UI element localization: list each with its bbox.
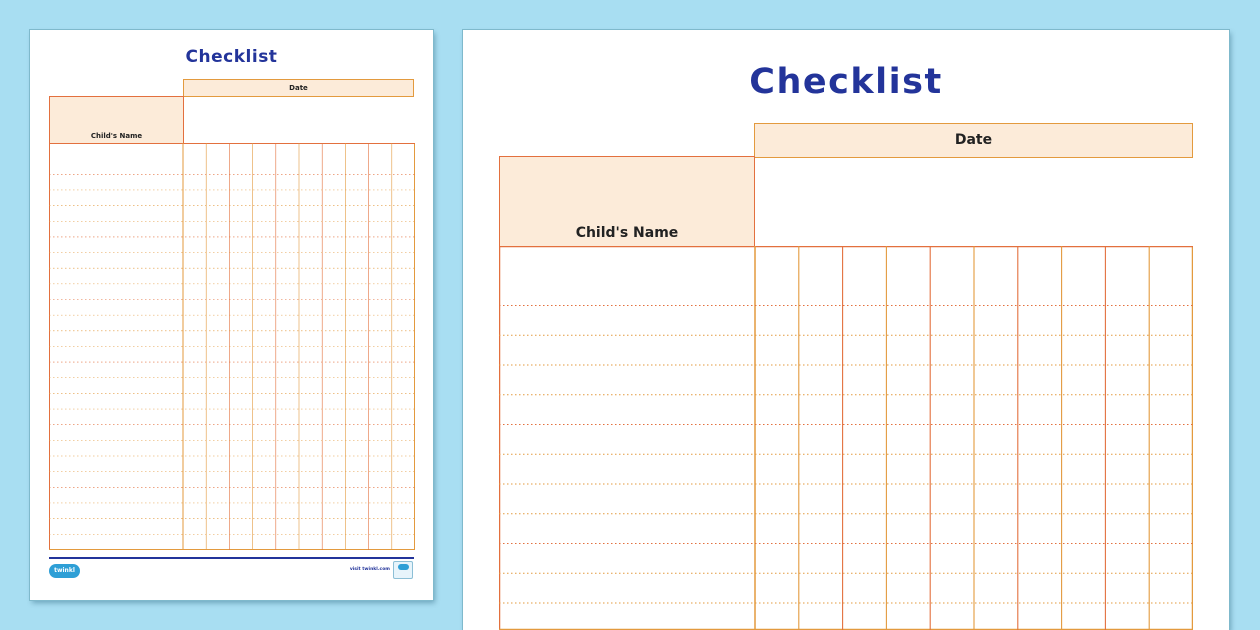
worksheet-thumbnail [30,30,433,600]
date-header: Date [183,79,414,97]
checklist-grid [49,143,415,550]
childs-name-header: Child's Name [499,156,755,247]
childs-name-header: Child's Name [49,96,184,144]
page-title: Checklist [185,47,278,67]
checklist-grid [499,246,1193,630]
twinkl-logo: twinkl [49,564,80,578]
footer-divider [49,557,414,559]
badge-icon [393,561,413,579]
badge-dot [398,564,409,570]
worksheet-zoomed [463,30,1229,630]
website-text: visit twinkl.com [349,567,390,572]
date-header: Date [754,123,1193,158]
page-title: Checklist [749,62,943,102]
